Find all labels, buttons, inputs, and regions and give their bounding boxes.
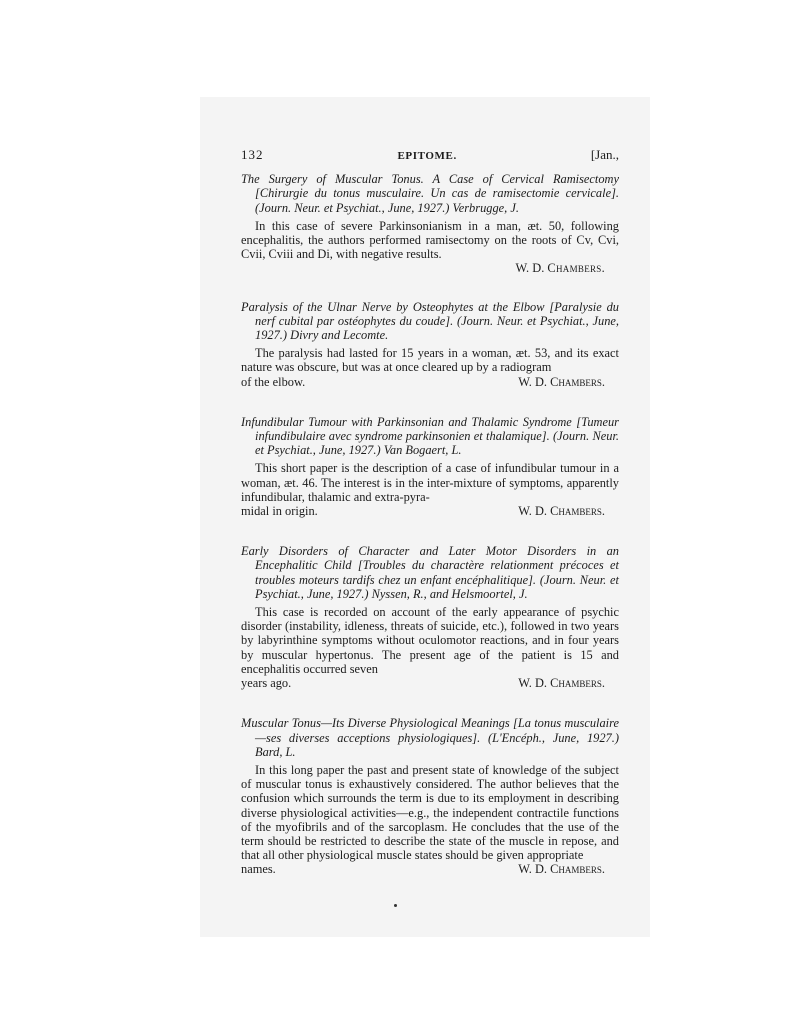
signature-name: Chambers. — [550, 504, 605, 519]
abstract-body: The paralysis had lasted for 15 years in a woman, æt. 53, and its exact nature was obscure, but was at once cleared up by a radiogram — [241, 346, 619, 375]
citation-title: Early Disorders of Character and Later Motor Disorders in an Encephalitic Child [Troubles du charactère relationment précoces et troubles moteurs tardifs chez un enfant encéphalitique]. — [241, 544, 619, 587]
page-number: 132 — [241, 147, 264, 162]
abstract-body-end: years ago. — [241, 676, 292, 691]
citation-source: (Journ. Neur. et Psychiat., June, 1927.) — [255, 313, 619, 343]
abstract-body: This case is recorded on account of the early appearance of psychic disorder (instability, idleness, threats of suicide, etc.), followed in two years by labyrinthine symptoms without oculomotor reactions, and in four years by muscular hypertonus. The present age of the patient is 15 and encephalitis occurred seven — [241, 605, 619, 676]
citation-title: Infundibular Tumour with Parkinsonian and Thalamic Syndrome [Tumeur infundibulaire avec syndrome parkinsonien et thalamique]. — [241, 414, 619, 444]
signature-name: Chambers. — [547, 261, 605, 276]
citation-source: (Journ. Neur. et Psychiat., June, 1927.) — [255, 429, 619, 458]
abstract-body: In this case of severe Parkinsonianism in a man, æt. 50, following encephalitis, the authors performed ramisectomy on the roots of Cv, Cvi, Cvii, Cviii and Di, with negative results. — [241, 218, 619, 262]
signature-name: Chambers. — [550, 862, 605, 877]
signature — [518, 504, 605, 518]
signature — [518, 676, 605, 690]
citation — [241, 172, 619, 215]
last-line — [241, 862, 619, 876]
abstract-entry — [241, 544, 619, 690]
abstract-entry — [241, 300, 619, 389]
citation-source: (Journ. Neur. et Psychiat., June, 1927.) — [255, 572, 620, 601]
abstract-entry — [241, 415, 619, 518]
signature-name: Chambers. — [550, 676, 605, 691]
citation — [241, 544, 619, 601]
citation-author: Bard, L. — [255, 744, 296, 759]
citation-author: Nyssen, R., and Helsmoortel, J. — [371, 586, 528, 601]
abstract-body-end: names. — [241, 862, 276, 877]
citation-title: The Surgery of Muscular Tonus. A Case of Cervical Ramisectomy [Chirurgie du tonus musculaire. Un cas de ramisectomie cervicale]. — [241, 172, 619, 201]
page-content — [241, 148, 619, 877]
signature — [518, 862, 605, 876]
signature-name: Chambers. — [550, 374, 605, 389]
signature — [518, 375, 605, 389]
citation — [241, 300, 619, 343]
signature-initials: W. D. — [518, 504, 548, 519]
running-title: EPITOME. — [397, 150, 457, 162]
citation-title: Paralysis of the Ulnar Nerve by Osteophytes at the Elbow [Paralysie du nerf cubital par ostéophytes du coude]. — [241, 299, 619, 328]
abstract-body-end: midal in origin. — [241, 504, 318, 519]
signature-initials: W. D. — [518, 374, 548, 389]
issue-date: [Jan., — [590, 147, 619, 162]
abstract-body-end: of the elbow. — [241, 374, 306, 389]
citation-source: (L'Encéph., June, 1927.) — [487, 730, 619, 745]
signature-initials: W. D. — [515, 261, 545, 276]
abstract-body: This short paper is the description of a case of infundibular tumour in a woman, æt. 46. The interest is in the inter-mixture of symptoms, apparently infundibular, thalamic and extra-pyra- — [241, 461, 619, 504]
citation-source: (Journ. Neur. et Psychiat., June, 1927.) — [255, 200, 450, 215]
running-header — [241, 148, 619, 163]
citation-author: Divry and Lecomte. — [290, 328, 389, 343]
last-line — [241, 375, 619, 389]
signature-initials: W. D. — [518, 676, 548, 691]
citation — [241, 716, 619, 759]
citation-author: Van Bogaert, L. — [383, 443, 462, 458]
citation-title: Muscular Tonus—Its Diverse Physiological Meanings [La tonus musculaire—ses diverses acceptions physiologiques]. — [241, 716, 619, 745]
abstract-body: In this long paper the past and present state of knowledge of the subject of muscular tonus is exhaustively considered. The author believes that the confusion which surrounds the term is due to its employment in describing diverse physiological activities—e.g., the independent contractile functions of the myofibrils and of the sarcoplasm. He concludes that the use of the term should be restricted to describe the state of the muscle in repose, and that all other physiological muscle states should be given appropriate — [241, 762, 619, 863]
citation-author: Verbrugge, J. — [452, 200, 519, 215]
abstract-entry — [241, 172, 619, 275]
signature — [241, 261, 619, 275]
signature-initials: W. D. — [518, 862, 548, 877]
last-line — [241, 676, 619, 690]
abstract-entry — [241, 716, 619, 876]
last-line — [241, 504, 619, 518]
citation — [241, 415, 619, 458]
footer-mark — [394, 904, 397, 907]
